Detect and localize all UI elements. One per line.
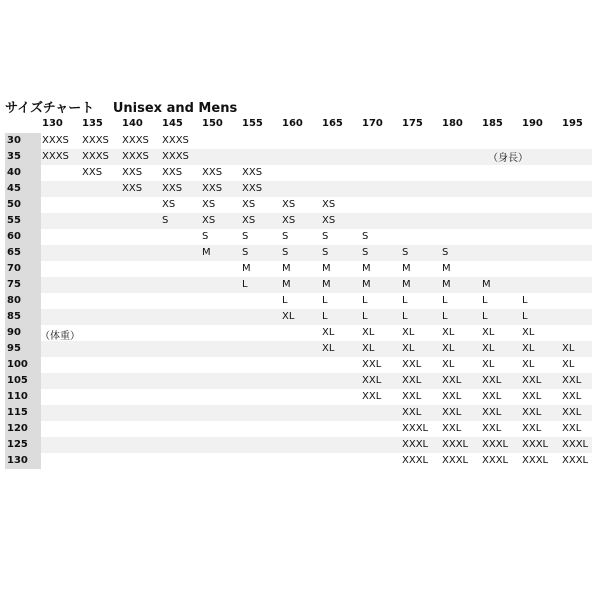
size-cell: S [282,247,289,258]
size-cell: L [402,295,408,306]
weight-label: 75 [5,277,41,293]
size-cell: XXL [442,423,462,434]
size-cell: XXXS [162,135,189,146]
size-cell: L [482,295,488,306]
size-cell: S [362,247,369,258]
size-cell: XXXL [442,455,469,466]
size-cell: XL [322,343,335,354]
size-cell: XS [242,199,256,210]
weight-label: 45 [5,181,41,197]
weight-label: 130 [5,453,41,469]
size-cell: M [442,263,451,274]
size-cell: S [242,231,249,242]
size-cell: XS [162,199,176,210]
size-cell: XL [562,343,575,354]
size-cell: XXL [362,391,382,402]
size-cell: XL [362,327,375,338]
size-cell: XXXL [442,439,469,450]
size-cell: XXS [122,183,143,194]
size-cell: XS [202,215,216,226]
size-cell: XXL [442,391,462,402]
height-note: （身長） [488,153,528,164]
weight-note: （体重） [40,331,80,342]
size-cell: XXL [482,375,502,386]
size-cell: XXS [242,183,263,194]
chart-title-en: Unisex and Mens [112,101,238,116]
chart-title [5,97,237,116]
table-row [5,421,592,437]
height-header-cell: 155 [242,118,263,129]
table-row [5,373,592,389]
size-cell: XXS [202,167,223,178]
size-cell: XXXL [402,439,429,450]
size-cell: L [322,295,328,306]
size-cell: L [522,295,528,306]
size-cell: XXS [162,167,183,178]
size-cell: XS [282,199,296,210]
size-cell: XXL [362,359,382,370]
size-cell: XXL [522,407,542,418]
weight-label: 50 [5,197,41,213]
size-cell: XXXS [122,151,149,162]
size-cell: L [362,311,368,322]
table-row [5,277,592,293]
size-cell: M [282,263,291,274]
size-cell: M [442,279,451,290]
table-row [5,165,592,181]
weight-label: 115 [5,405,41,421]
size-cell: XXL [402,375,422,386]
size-cell: XL [482,343,495,354]
size-cell: L [322,311,328,322]
size-cell: XXXL [402,423,429,434]
size-cell: XXXS [42,135,69,146]
size-cell: XXXS [42,151,69,162]
size-cell: XL [282,311,295,322]
size-cell: XXL [562,391,582,402]
size-cell: XXXL [522,455,549,466]
weight-label: 40 [5,165,41,181]
size-cell: XS [202,199,216,210]
size-cell: XXL [522,391,542,402]
weight-label: 90 [5,325,41,341]
weight-label: 120 [5,421,41,437]
chart-title-jp: サイズチャート [5,101,95,116]
table-row [5,453,592,469]
size-cell: S [242,247,249,258]
size-cell: XXXL [402,455,429,466]
size-cell: XXS [162,183,183,194]
weight-label: 30 [5,133,41,149]
table-row [5,325,592,341]
table-row [5,245,592,261]
size-cell: XXL [482,423,502,434]
height-header-cell: 140 [122,118,143,129]
height-header-cell: 170 [362,118,383,129]
size-cell: XXXS [162,151,189,162]
size-cell: XXXL [482,439,509,450]
size-cell: L [522,311,528,322]
size-cell: M [322,279,331,290]
height-header-cell: 145 [162,118,183,129]
size-cell: XL [442,359,455,370]
size-cell: S [202,231,209,242]
table-row [5,261,592,277]
size-cell: XL [362,343,375,354]
size-cell: XXXL [562,439,589,450]
weight-label: 55 [5,213,41,229]
size-cell: XL [562,359,575,370]
weight-label: 65 [5,245,41,261]
size-cell: M [242,263,251,274]
size-table [5,133,592,469]
height-header-cell: 195 [562,118,583,129]
size-cell: XL [402,343,415,354]
size-cell: M [202,247,211,258]
table-row [5,437,592,453]
height-header-cell: 175 [402,118,423,129]
size-cell: XXL [562,423,582,434]
table-row [5,341,592,357]
size-cell: XL [402,327,415,338]
table-row [5,229,592,245]
height-header-cell: 190 [522,118,543,129]
size-cell: S [282,231,289,242]
size-cell: XL [442,327,455,338]
weight-label: 95 [5,341,41,357]
size-cell: L [362,295,368,306]
height-header-cell: 165 [322,118,343,129]
size-cell: XS [242,215,256,226]
table-row [5,357,592,373]
size-cell: XXXS [82,151,109,162]
weight-label: 105 [5,373,41,389]
size-cell: XS [322,199,336,210]
size-cell: XXL [362,375,382,386]
table-row [5,133,592,149]
table-row [5,197,592,213]
size-cell: XS [282,215,296,226]
size-cell: XXL [562,407,582,418]
size-cell: XS [322,215,336,226]
weight-label: 100 [5,357,41,373]
size-cell: XXS [202,183,223,194]
weight-label: 35 [5,149,41,165]
table-row [5,389,592,405]
size-cell: M [402,263,411,274]
table-row [5,309,592,325]
table-row [5,405,592,421]
weight-label: 110 [5,389,41,405]
size-cell: XXL [562,375,582,386]
size-cell: M [362,263,371,274]
height-header-row [42,118,592,132]
size-cell: M [322,263,331,274]
size-cell: XXXS [122,135,149,146]
size-cell: XL [522,343,535,354]
size-cell: M [362,279,371,290]
height-header-cell: 185 [482,118,503,129]
size-cell: XXXL [482,455,509,466]
size-cell: XXL [482,391,502,402]
height-header-cell: 150 [202,118,223,129]
size-cell: XL [522,359,535,370]
size-cell: XL [482,327,495,338]
size-cell: M [282,279,291,290]
weight-label: 85 [5,309,41,325]
table-row [5,181,592,197]
size-cell: S [402,247,409,258]
size-cell: XXL [522,423,542,434]
table-row [5,213,592,229]
size-cell: L [442,311,448,322]
size-cell: XL [482,359,495,370]
size-cell: XL [322,327,335,338]
size-cell: XXL [442,407,462,418]
height-header-cell: 160 [282,118,303,129]
size-cell: M [482,279,491,290]
size-cell: XXL [482,407,502,418]
size-cell: XXS [242,167,263,178]
size-cell: XXXS [82,135,109,146]
size-cell: M [402,279,411,290]
height-header-cell: 135 [82,118,103,129]
size-cell: XXS [122,167,143,178]
size-cell: S [162,215,169,226]
size-cell: XL [442,343,455,354]
size-cell: XXXL [562,455,589,466]
size-cell: XXS [82,167,103,178]
size-cell: L [442,295,448,306]
size-cell: L [282,295,288,306]
height-header-cell: 180 [442,118,463,129]
table-row [5,293,592,309]
size-cell: XXL [402,359,422,370]
height-header-cell: 130 [42,118,63,129]
size-cell: S [362,231,369,242]
size-cell: XXL [522,375,542,386]
size-cell: L [402,311,408,322]
weight-label: 80 [5,293,41,309]
size-cell: XL [522,327,535,338]
weight-label: 70 [5,261,41,277]
size-cell: S [442,247,449,258]
weight-label: 60 [5,229,41,245]
size-cell: XXL [402,391,422,402]
size-cell: L [242,279,248,290]
weight-label: 125 [5,437,41,453]
size-cell: XXXL [522,439,549,450]
size-cell: S [322,231,329,242]
size-cell: L [482,311,488,322]
size-cell: XXL [402,407,422,418]
size-cell: XXL [442,375,462,386]
size-cell: S [322,247,329,258]
